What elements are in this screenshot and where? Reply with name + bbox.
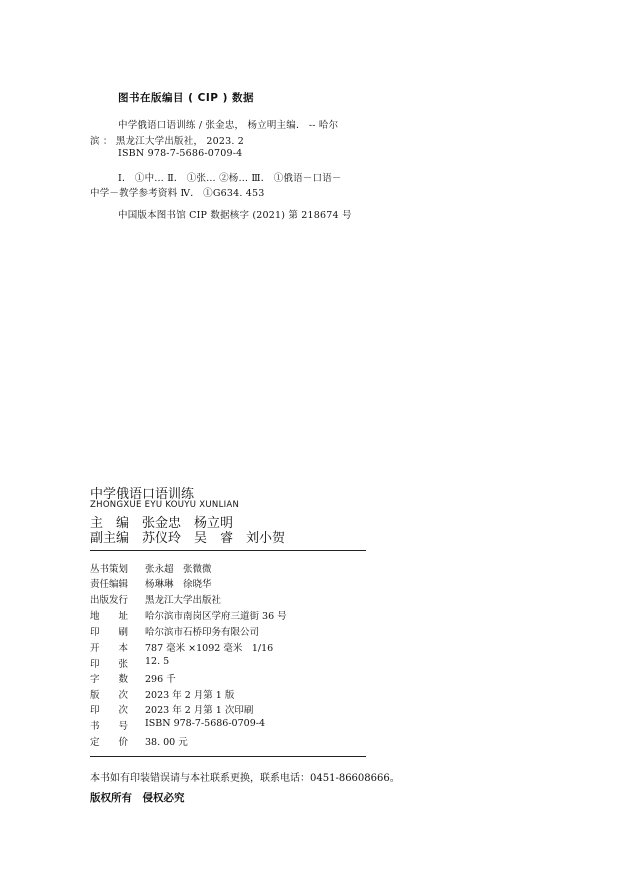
chief-editors-label: 主 编 xyxy=(90,516,130,531)
info-row xyxy=(90,624,259,638)
cip-classification-line-1: Ⅰ． ①中… Ⅱ． ①张… ②杨… Ⅲ． ①俄语－口语－ xyxy=(118,173,342,184)
info-row xyxy=(90,608,287,622)
divider-bottom xyxy=(90,756,366,757)
cip-title-line: 中学俄语口语训练 / 张金忠， 杨立明主编． -- 哈尔 xyxy=(118,120,339,131)
info-value: 哈尔滨市石桥印务有限公司 xyxy=(145,627,260,638)
info-label: 出版发行 xyxy=(90,595,129,606)
info-value: 787 毫米 ×1092 毫米 1/16 xyxy=(145,643,274,654)
divider-top xyxy=(90,550,366,551)
deputy-editors-label: 副主编 xyxy=(90,531,130,546)
info-row xyxy=(90,561,212,575)
book-title-pinyin: ZHONGXUE EYU KOUYU XUNLIAN xyxy=(90,500,240,510)
info-value: 38. 00 元 xyxy=(145,737,188,748)
defect-notice: 本书如有印装错误请与本社联系更换，联系电话：0451-86608666。 xyxy=(90,773,400,784)
info-value: ISBN 978-7-5686-0709-4 xyxy=(145,718,265,729)
info-row xyxy=(90,592,221,606)
info-value: 杨琳琳 徐晓华 xyxy=(145,579,212,590)
info-value: 296 千 xyxy=(145,674,176,685)
cip-record-number: 中国版本图书馆 CIP 数据核字 (2021) 第 218674 号 xyxy=(118,210,352,221)
info-value: 2023 年 2 月第 1 版 xyxy=(145,690,235,701)
copyright-notice: 版权所有 侵权必究 xyxy=(90,792,185,804)
info-label: 字 数 xyxy=(90,674,129,685)
info-value: 张永超 张微微 xyxy=(145,564,212,575)
info-label: 地 址 xyxy=(90,611,129,622)
info-row xyxy=(90,671,176,685)
cip-heading: 图书在版编目 ( CIP ) 数据 xyxy=(118,92,255,104)
info-value: 黑龙江大学出版社 xyxy=(145,595,222,606)
info-label: 印 刷 xyxy=(90,627,129,638)
info-label: 开 本 xyxy=(90,643,129,654)
cip-publisher-line: 滨 ： 黑龙江大学出版社， 2023. 2 xyxy=(90,136,245,147)
deputy-editors-row xyxy=(90,527,285,546)
info-label: 丛书策划 xyxy=(90,564,129,575)
info-row xyxy=(90,640,273,654)
info-row xyxy=(90,656,169,670)
info-value: 2023 年 2 月第 1 次印刷 xyxy=(145,705,254,716)
cip-isbn: ISBN 978-7-5686-0709-4 xyxy=(118,148,243,159)
cip-classification-line-2: 中学－教学参考资料 Ⅳ． ①G634. 453 xyxy=(90,188,265,199)
info-row xyxy=(90,576,212,590)
info-label: 印 张 xyxy=(90,659,129,670)
deputy-editors: 苏仪玲 吴 睿 刘小贺 xyxy=(142,531,286,546)
info-label: 印 次 xyxy=(90,705,129,716)
info-row xyxy=(90,718,265,732)
info-label: 书 号 xyxy=(90,721,129,732)
info-label: 定 价 xyxy=(90,737,129,748)
book-title: 中学俄语口语训练 xyxy=(90,487,195,502)
chief-editors: 张金忠 杨立明 xyxy=(142,516,234,531)
info-row xyxy=(90,734,188,748)
info-value: 12. 5 xyxy=(145,656,170,667)
info-label: 责任编辑 xyxy=(90,579,129,590)
info-value: 哈尔滨市南岗区学府三道街 36 号 xyxy=(145,611,287,622)
info-label: 版 次 xyxy=(90,690,129,701)
info-row xyxy=(90,687,234,701)
info-row xyxy=(90,702,253,716)
